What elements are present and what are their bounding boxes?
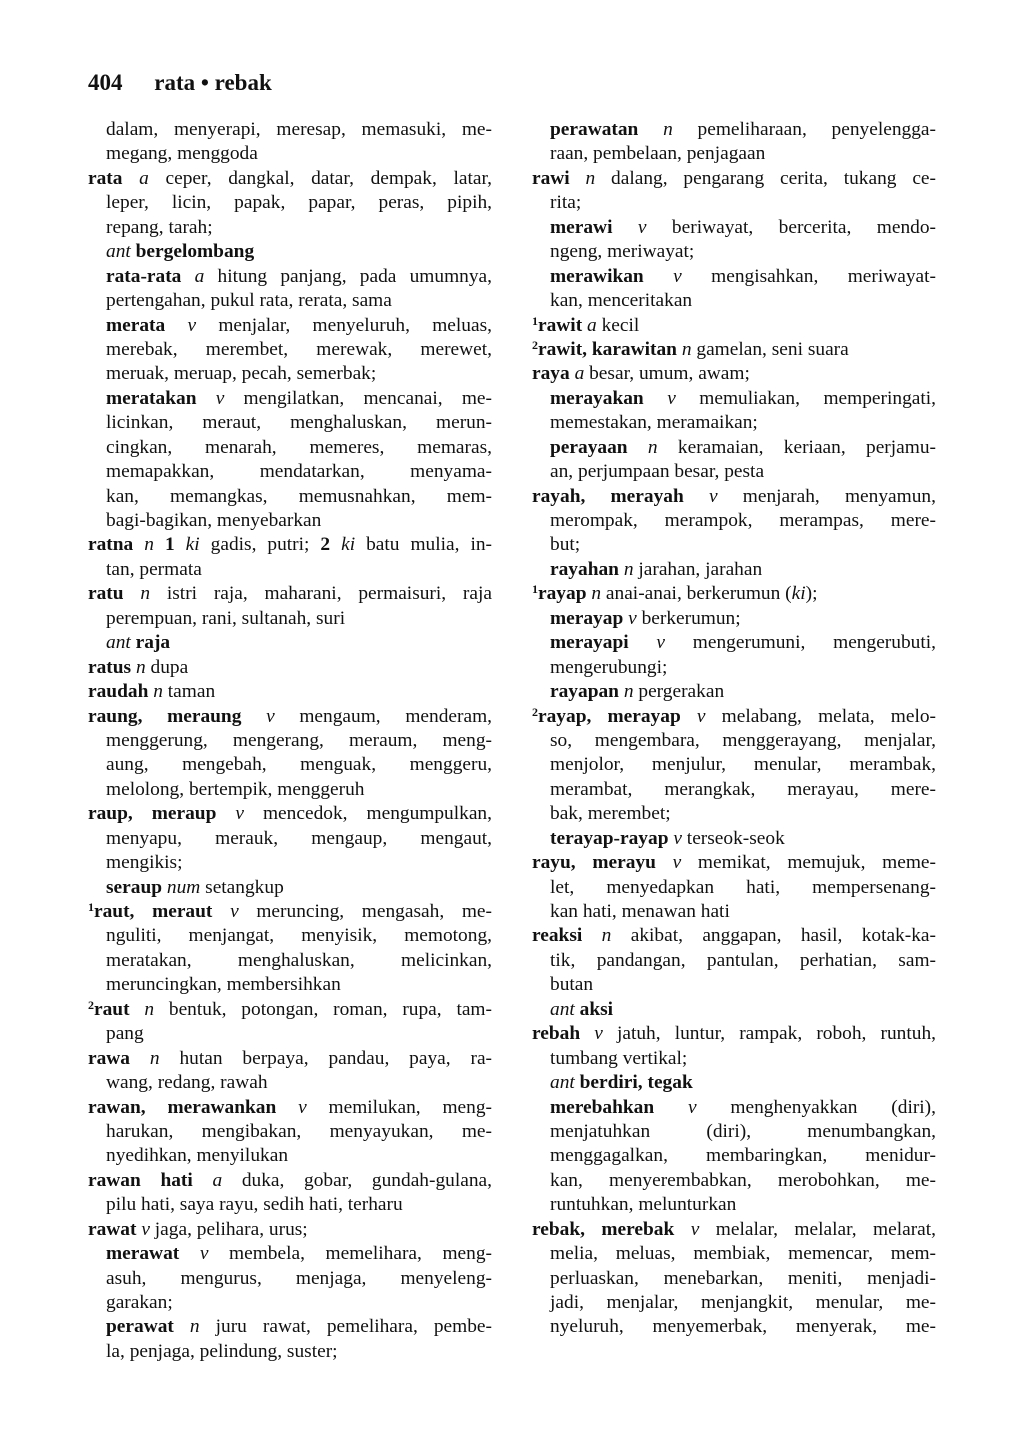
entry-line: wang, redang, rawah (106, 1072, 268, 1094)
word-class-label: v (708, 485, 718, 507)
headword: ratna (88, 534, 134, 556)
word-class-label: v (230, 901, 239, 922)
entry-line: bagi-bagikan, menyebarkan (106, 510, 322, 531)
entry-line: ratus n dupa (88, 656, 189, 678)
entry-line: nyeluruh, menyemerbak, menyerak, me- (550, 1316, 936, 1338)
headword: rawit, karawitan (538, 338, 677, 360)
word-class-label: ant (106, 632, 131, 654)
headword: rata-rata (106, 265, 182, 287)
entry-line: mengerubungi; (550, 656, 668, 678)
entry-line: bak, merembet; (550, 803, 671, 825)
entry-line: menggagalkan, membaringkan, menidur- (550, 1145, 936, 1167)
word-class-label: v (637, 216, 647, 238)
headword: berdiri, tegak (579, 1072, 693, 1094)
word-class-label: n (140, 583, 151, 605)
entry-line: rawa n hutan berpaya, pandau, paya, ra- (88, 1047, 493, 1069)
word-class-label: v (187, 314, 197, 336)
headword: rawat (88, 1218, 137, 1240)
entry-line: rayah, merayah v menjarah, menyamun, (532, 485, 936, 507)
word-class-label: v (235, 803, 244, 825)
headword: perawatan (550, 119, 639, 140)
entry-line: memestakan, meramaikan; (550, 412, 758, 434)
homonym-number: 2 (532, 704, 538, 719)
entry-line: let, menyedapkan hati, mempersenang- (550, 876, 936, 898)
headword: aksi (579, 998, 614, 1020)
entry-line: $^1$rawit a kecil (532, 313, 640, 336)
left-column (88, 118, 492, 1364)
word-class-label: v (141, 1218, 150, 1240)
entry-line: la, penjaga, pelindung, suster; (106, 1340, 338, 1362)
running-header (88, 70, 272, 96)
entry-line: megang, menggoda (106, 143, 258, 165)
entry-line: raung, meraung v mengaum, menderam, (88, 705, 492, 727)
word-class-label: num (166, 876, 201, 898)
entry-line: kan, menyerembabkan, merobohkan, me- (550, 1169, 936, 1191)
entry-line: merawikan v mengisahkan, meriwayat- (550, 265, 936, 287)
entry-line: rayapan n pergerakan (550, 681, 725, 703)
right-column (532, 118, 936, 1340)
entry-line: cingkan, menarah, memeres, memaras, (106, 436, 492, 458)
entry-line: garakan; (106, 1292, 173, 1313)
headword: ratu (88, 583, 124, 605)
headword: reaksi (532, 925, 583, 947)
entry-line: $^2$rayap, merayap v melabang, melata, melo- (532, 704, 936, 727)
headword: rawan, merawankan (88, 1096, 277, 1118)
homonym-number: 1 (532, 582, 538, 597)
entry-line: pang (106, 1023, 144, 1045)
word-class-label: v (215, 387, 225, 409)
entry-line: menggerung, mengerang, meraum, meng- (106, 729, 492, 751)
entry-line (532, 998, 936, 1022)
headword: rayap (538, 583, 587, 605)
headword: meratakan (106, 387, 197, 409)
headword: merebahkan (550, 1096, 655, 1118)
entry-line: rita; (550, 192, 582, 214)
entry-line: rayahan n jarahan, jarahan (550, 558, 763, 580)
headword: 1 (164, 534, 175, 556)
headword: rawi (532, 167, 570, 189)
headword: raudah (88, 681, 149, 703)
entry-line: perawatan n pemeliharaan, penyelengga- (550, 119, 936, 140)
entry-line: rawat v jaga, pelihara, urus; (88, 1218, 308, 1240)
word-class-label: v (673, 265, 682, 287)
headword: raut (94, 998, 130, 1020)
entry-line: rebak, merebak v melalar, melalar, melarat, (532, 1218, 937, 1240)
entry-line: merawat v membela, memelihara, meng- (106, 1243, 492, 1265)
entry-line: merayapi v mengerumuni, mengerubuti, (550, 632, 936, 654)
entry-line: kan hati, menawan hati (550, 901, 730, 922)
headword: ratus (88, 656, 132, 678)
headword: raup, meraup (88, 803, 217, 825)
entry-line: tan, permata (106, 558, 202, 580)
headword: rebak, merebak (532, 1218, 675, 1240)
word-class-label: v (696, 705, 706, 727)
word-class-label: n (585, 167, 596, 189)
entry-line: perawat n juru rawat, pemelihara, pembe- (106, 1316, 492, 1338)
entry-line: kan, memangkas, memusnahkan, mem- (106, 485, 492, 507)
entry-line (88, 631, 492, 655)
entry-line: meratakan, menghaluskan, melicinkan, (106, 949, 492, 971)
word-class-label: n (135, 656, 146, 678)
entry-line: menjatuhkan (diri), menumbangkan, (550, 1120, 936, 1142)
entry-line: but; (550, 534, 581, 556)
entry-line: rawan, merawankan v memilukan, meng- (88, 1096, 492, 1118)
headword: perawat (106, 1316, 174, 1338)
entry-line: rata-rata a hitung panjang, pada umumnya, (106, 265, 492, 287)
headword: raja (135, 632, 171, 654)
headword: terayap-rayap (550, 827, 669, 849)
word-class-label: v (266, 705, 275, 727)
entry-line: ratu n istri raja, maharani, permaisuri, raja (88, 583, 492, 605)
entry-line: raan, pembelaan, penjagaan (550, 143, 766, 165)
entry-line: melia, meluas, membiak, memencar, mem- (550, 1243, 936, 1265)
entry-line: reaksi n akibat, anggapan, hasil, kotak-ka- (532, 925, 936, 947)
entry-line: melolong, bertempik, menggeruh (106, 778, 365, 800)
entry-line: butan (550, 974, 594, 996)
entry-line: merebak, merembet, merewak, merewet, (106, 338, 492, 360)
word-class-label: n (623, 681, 634, 703)
entry-line: merambat, merangkak, merayau, mere- (550, 778, 936, 800)
headword: raut, meraut (94, 901, 213, 922)
headword: rebah (532, 1023, 581, 1045)
headword: seraup (106, 876, 163, 898)
headword: rayu, merayu (532, 852, 656, 874)
entry-line: ngeng, meriwayat; (550, 241, 695, 263)
entry-line: rawan hati a duka, gobar, gundah-gulana, (88, 1169, 492, 1191)
headword: merayapi (550, 632, 629, 654)
homonym-number: 2 (532, 337, 538, 352)
entry-line: meratakan v mengilatkan, mencanai, me- (106, 387, 492, 409)
word-class-label: n (601, 925, 612, 947)
entry-line: rebah v jatuh, luntur, rampak, roboh, runtuh, (532, 1023, 936, 1045)
word-class-label: n (189, 1316, 200, 1338)
word-class-label: n (144, 534, 154, 556)
word-class-label: v (656, 632, 666, 654)
headword: merawat (106, 1243, 180, 1265)
word-class-label: v (690, 1218, 700, 1240)
entry-line: meruak, meruap, pecah, semerbak; (106, 363, 377, 385)
entry-line: seraup num setangkup (106, 876, 284, 898)
entry-line: repang, tarah; (106, 216, 213, 238)
entry-line: harukan, mengibakan, menyayukan, me- (106, 1120, 492, 1142)
headword: rawit (538, 314, 583, 336)
entry-line: merata v menjalar, menyeluruh, meluas, (106, 314, 492, 336)
headword: merawi (550, 216, 613, 238)
word-class-label: v (673, 827, 682, 849)
entry-line: merayakan v memuliakan, memperingati, (550, 387, 936, 409)
word-class-label: a (574, 363, 585, 385)
entry-line: pertengahan, pukul rata, rerata, sama (106, 290, 392, 312)
entry-line: licinkan, meraut, menghaluskan, merun- (106, 412, 492, 434)
page-number: 404 (88, 70, 123, 95)
word-class-label: a (587, 314, 597, 336)
headword: bergelombang (135, 241, 255, 263)
headword: 2 (320, 534, 331, 556)
entry-line: ratna n 1 ki gadis, putri; 2 ki batu mulia, in- (88, 534, 492, 556)
word-class-label: n (591, 583, 602, 605)
entry-line (88, 240, 492, 264)
headword: rata (88, 167, 123, 189)
word-class-label: n (663, 119, 673, 140)
word-class-label: v (628, 607, 637, 629)
entry-line: mengikis; (106, 852, 183, 874)
headword: merayap (550, 607, 624, 629)
word-class-label: ant (550, 1072, 575, 1094)
entry-line: perayaan n keramaian, keriaan, perjamu- (550, 436, 936, 458)
headword: rayahan (550, 558, 619, 580)
headword: rayah, merayah (532, 485, 684, 507)
entry-line: menyapu, merauk, mengaup, mengaut, (106, 827, 492, 849)
entry-line: tik, pandangan, pantulan, perhatian, sam- (550, 949, 936, 971)
word-class-label: a (212, 1169, 223, 1191)
entry-line: raup, meraup v mencedok, mengumpulkan, (88, 803, 492, 825)
entry-line: $^1$rayap n anai-anai, berkerumun (ki); (532, 582, 818, 605)
headword: perayaan (550, 436, 628, 458)
headword: merawikan (550, 265, 644, 287)
word-class-label: n (149, 1047, 160, 1069)
entry-line: perempuan, rani, sultanah, suri (106, 607, 346, 629)
word-class-label: a (194, 265, 205, 287)
word-class-label: n (144, 998, 155, 1020)
entry-line: so, mengembara, menggerayang, menjalar, (550, 729, 936, 751)
entry-line: asuh, mengurus, menjaga, menyeleng- (106, 1267, 492, 1289)
entry-line: an, perjumpaan besar, pesta (550, 461, 765, 483)
entry-line: perluaskan, menebarkan, meniti, menjadi- (550, 1267, 936, 1289)
word-class-label: v (298, 1096, 307, 1118)
entry-line: leper, licin, papak, papar, peras, pipih, (106, 192, 492, 214)
headword: raya (532, 363, 570, 385)
word-class-label: n (623, 558, 634, 580)
entry-line: raya a besar, umum, awam; (532, 363, 750, 385)
word-class-label: v (594, 1023, 603, 1045)
headword: rayapan (550, 681, 619, 703)
word-class-label: ki (185, 534, 200, 556)
entry-line: nyedihkan, menyilukan (106, 1145, 289, 1167)
entry-line: aung, mengebah, menguak, menggeru, (106, 754, 492, 776)
entry-line: $^2$rawit, karawitan n gamelan, seni suara (532, 337, 849, 360)
word-class-label: n (681, 338, 692, 360)
entry-line: raudah n taman (88, 681, 216, 703)
entry-line: pilu hati, saya rayu, sedih hati, terharu (106, 1194, 403, 1216)
word-class-label: ki (341, 534, 356, 556)
homonym-number: 1 (532, 313, 538, 328)
word-class-label: v (667, 387, 676, 409)
headword: rawa (88, 1047, 131, 1069)
entry-line: $^2$raut n bentuk, potongan, roman, rupa, tam- (88, 997, 492, 1020)
entry-line: terayap-rayap v terseok-seok (550, 827, 785, 849)
word-class-label: n (153, 681, 163, 703)
entry-line: merawi v beriwayat, bercerita, mendo- (550, 216, 936, 238)
entry-line: runtuhkan, melunturkan (550, 1194, 737, 1216)
entry-line: meruncingkan, membersihkan (106, 974, 341, 996)
word-class-label: v (199, 1243, 209, 1265)
entry-line: kan, menceritakan (550, 290, 693, 312)
entry-line: rata a ceper, dangkal, datar, dempak, latar, (88, 167, 492, 189)
homonym-number: 1 (88, 900, 94, 914)
word-class-label: v (672, 852, 682, 874)
word-class-label: ant (550, 998, 575, 1020)
entry-line: rayu, merayu v memikat, memujuk, meme- (532, 852, 936, 874)
word-class-label: ant (106, 241, 131, 263)
headword: merayakan (550, 387, 644, 409)
headword: rawan hati (88, 1169, 193, 1191)
headword: merata (106, 314, 166, 336)
entry-line: merayap v berkerumun; (550, 607, 741, 629)
headword: raung, meraung (88, 705, 242, 727)
entry-line: $^1$raut, meraut v meruncing, mengasah, me- (88, 900, 492, 922)
entry-line: dalam, menyerapi, meresap, memasuki, me- (106, 119, 492, 140)
word-class-label: ki (791, 583, 806, 605)
headword: rayap, merayap (538, 705, 681, 727)
entry-line: tumbang vertikal; (550, 1047, 688, 1069)
entry-line: jadi, menjalar, menjangkit, menular, me- (550, 1292, 936, 1313)
entry-line (532, 1071, 936, 1095)
word-class-label: a (139, 167, 149, 189)
entry-line: memapakkan, mendatarkan, menyama- (106, 461, 492, 483)
homonym-number: 2 (88, 997, 94, 1012)
entry-line: merompak, merampok, merampas, mere- (550, 510, 936, 531)
entry-line: nguliti, menjangat, menyisik, memotong, (106, 925, 492, 947)
entry-line: rawi n dalang, pengarang cerita, tukang ce- (532, 167, 936, 189)
entry-line: menjolor, menjulur, menular, merambak, (550, 754, 936, 776)
word-class-label: n (647, 436, 658, 458)
word-class-label: v (687, 1096, 697, 1118)
running-title: rata • rebak (154, 70, 272, 95)
entry-line: merebahkan v menghenyakkan (diri), (550, 1096, 936, 1118)
